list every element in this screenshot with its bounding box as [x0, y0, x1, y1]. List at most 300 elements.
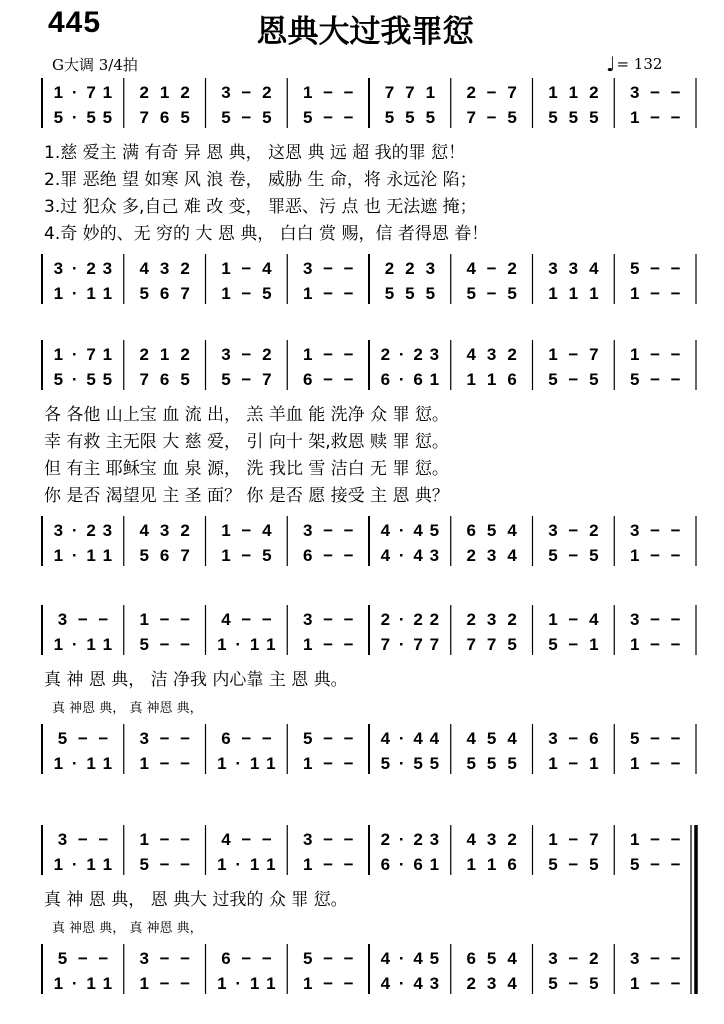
upper-melody-note: 2 — [507, 830, 517, 849]
lower-tenor-note: 2 — [589, 521, 599, 540]
lower-tenor-note: 3 — [102, 521, 113, 540]
lower-tenor-note: − — [77, 729, 88, 748]
lower-tenor-note: 3 — [159, 521, 170, 540]
upper-alto-note: · — [71, 108, 78, 127]
upper-alto-note: − — [180, 635, 191, 654]
lower-bass-note: 5 — [139, 546, 149, 565]
key-signature: G大调 3/4拍 — [52, 56, 138, 74]
upper-alto-note: 1 — [429, 855, 440, 874]
lower-bass-note: 3 — [429, 974, 440, 993]
lower-tenor-note: − — [261, 949, 272, 968]
lower-bass-note: 5 — [466, 754, 476, 773]
sub-lyric-line: 真 神恩 典， 真 神恩 典， — [52, 701, 203, 716]
sub-lyric-line: 真 神恩 典， 真 神恩 典， — [52, 921, 203, 936]
upper-alto-note: − — [650, 635, 661, 654]
lower-bass-note: − — [159, 974, 170, 993]
lower-bass-note: 1 — [102, 284, 113, 303]
lower-tenor-note: 2 — [507, 259, 517, 278]
lower-tenor-note: 3 — [629, 521, 640, 540]
lower-tenor-note: − — [323, 259, 334, 278]
upper-alto-note: 1 — [486, 855, 497, 874]
lower-bass-note: 5 — [262, 546, 272, 565]
upper-alto-note: 5 — [589, 855, 599, 874]
upper-alto-note: 1 — [53, 855, 64, 874]
upper-alto-note: 1 — [86, 855, 96, 874]
upper-melody-note: 2 — [507, 610, 517, 629]
lower-bass-note: − — [670, 754, 681, 773]
upper-alto-note: − — [323, 370, 334, 389]
lower-tenor-note: · — [398, 949, 405, 968]
upper-melody-note: 2 — [180, 83, 190, 102]
lyric-line: 幸 有救 主无限 大 慈 爱， 引 向十 架,救恩 赎 罪 愆。 — [44, 432, 449, 452]
upper-alto-note: 5 — [589, 108, 599, 127]
lower-bass-note: − — [486, 284, 497, 303]
upper-alto-note: · — [71, 855, 78, 874]
lower-tenor-note: − — [77, 949, 88, 968]
upper-melody-note: − — [650, 610, 661, 629]
lower-tenor-note: 2 — [86, 259, 96, 278]
upper-melody-note: 1 — [159, 83, 170, 102]
lower-bass-note: 1 — [266, 974, 276, 993]
upper-melody-note: 4 — [466, 345, 476, 364]
lower-bass-note: 1 — [629, 284, 640, 303]
upper-melody-note: 2 — [380, 830, 391, 849]
lower-bass-note: · — [71, 284, 78, 303]
lower-tenor-note: − — [323, 521, 334, 540]
upper-alto-note: · — [235, 635, 242, 654]
lower-tenor-note: 4 — [262, 259, 272, 278]
lower-tenor-note: 5 — [486, 729, 497, 748]
upper-alto-note: − — [180, 855, 191, 874]
lyric-line: 真 神 恩 典， 洁 净我 内心靠 主 恩 典。 — [44, 670, 348, 690]
upper-melody-note: 2 — [507, 345, 517, 364]
lower-tenor-note: 5 — [429, 521, 440, 540]
upper-alto-note: 7 — [413, 635, 423, 654]
lower-bass-note: − — [568, 974, 579, 993]
lower-bass-note: 1 — [86, 974, 96, 993]
lower-bass-note: 1 — [53, 754, 64, 773]
lower-tenor-note: 1 — [221, 521, 231, 540]
lower-tenor-note: 5 — [629, 259, 640, 278]
lower-bass-note: 7 — [180, 284, 190, 303]
lower-bass-note: 1 — [221, 546, 231, 565]
upper-melody-note: 3 — [486, 345, 497, 364]
lower-tenor-note: 6 — [589, 729, 599, 748]
upper-melody-note: 1 — [53, 83, 64, 102]
lower-bass-note: 1 — [86, 754, 96, 773]
lower-tenor-note: − — [670, 259, 681, 278]
lower-tenor-note: − — [670, 521, 681, 540]
lower-bass-note: 5 — [507, 284, 517, 303]
upper-alto-note: 5 — [629, 855, 640, 874]
lower-tenor-note: 3 — [53, 259, 64, 278]
lower-tenor-note: 4 — [380, 521, 391, 540]
lower-tenor-note: − — [261, 729, 272, 748]
lower-bass-note: · — [71, 546, 78, 565]
lower-bass-note: 3 — [429, 546, 440, 565]
upper-melody-note: − — [261, 830, 272, 849]
upper-melody-note: 2 — [413, 610, 423, 629]
lower-tenor-note: 4 — [589, 259, 599, 278]
upper-alto-note: 7 — [486, 635, 497, 654]
lower-bass-note: 1 — [217, 974, 227, 993]
lower-tenor-note: − — [568, 729, 579, 748]
upper-alto-note: 5 — [507, 108, 517, 127]
upper-alto-note: − — [323, 108, 334, 127]
lower-tenor-note: − — [159, 949, 170, 968]
upper-alto-note: 1 — [266, 635, 276, 654]
lower-bass-note: − — [670, 974, 681, 993]
upper-melody-note: 4 — [221, 830, 231, 849]
lower-tenor-note: − — [568, 521, 579, 540]
upper-melody-note: 3 — [221, 83, 231, 102]
upper-melody-note: − — [568, 830, 579, 849]
upper-melody-note: 2 — [139, 83, 149, 102]
upper-melody-note: 2 — [139, 345, 149, 364]
upper-alto-note: · — [235, 855, 242, 874]
lower-tenor-note: − — [98, 949, 109, 968]
lower-tenor-note: 5 — [57, 729, 68, 748]
upper-melody-note: · — [71, 83, 78, 102]
lower-tenor-note: − — [343, 521, 354, 540]
lower-bass-note: 4 — [380, 546, 391, 565]
lower-bass-note: 1 — [629, 754, 640, 773]
lower-tenor-note: 5 — [302, 949, 313, 968]
upper-melody-note: 3 — [486, 830, 497, 849]
upper-alto-note: 5 — [548, 635, 558, 654]
lower-bass-note: − — [650, 974, 661, 993]
upper-melody-note: 2 — [413, 830, 423, 849]
lower-tenor-note: − — [670, 949, 681, 968]
lower-bass-note: 3 — [486, 974, 497, 993]
lower-tenor-note: 3 — [139, 729, 149, 748]
lower-tenor-note: 5 — [57, 949, 68, 968]
upper-melody-note: − — [98, 830, 109, 849]
upper-melody-note: − — [159, 830, 170, 849]
lower-tenor-note: 3 — [302, 521, 313, 540]
lower-bass-note: 1 — [86, 284, 96, 303]
lower-bass-note: 4 — [507, 974, 517, 993]
lower-bass-note: 1 — [589, 754, 599, 773]
upper-alto-note: 5 — [53, 370, 64, 389]
upper-melody-note: − — [241, 83, 252, 102]
upper-alto-note: 5 — [548, 855, 558, 874]
lower-bass-note: 1 — [139, 974, 149, 993]
upper-melody-note: 1 — [139, 610, 149, 629]
upper-alto-note: − — [241, 108, 252, 127]
upper-alto-note: 5 — [384, 108, 395, 127]
upper-melody-note: − — [486, 83, 497, 102]
upper-alto-note: − — [343, 855, 354, 874]
lower-tenor-note: 4 — [466, 729, 476, 748]
upper-melody-note: 3 — [221, 345, 231, 364]
lower-tenor-note: · — [398, 521, 405, 540]
upper-melody-note: 2 — [380, 345, 391, 364]
upper-melody-note: 7 — [405, 83, 415, 102]
lower-bass-note: − — [670, 546, 681, 565]
lower-bass-note: − — [323, 754, 334, 773]
lower-tenor-note: 3 — [548, 259, 558, 278]
lower-bass-note: − — [568, 546, 579, 565]
upper-alto-note: 6 — [380, 370, 391, 389]
lyric-line: 1.慈 爱主 满 有奇 异 恩 典， 这恩 典 远 超 我的罪 愆！ — [44, 143, 466, 163]
lower-tenor-note: 2 — [589, 949, 599, 968]
upper-melody-note: 3 — [486, 610, 497, 629]
upper-melody-note: 1 — [102, 345, 113, 364]
lower-bass-note: 1 — [102, 974, 113, 993]
upper-melody-note: − — [650, 345, 661, 364]
upper-melody-note: − — [77, 830, 88, 849]
lower-tenor-note: 3 — [302, 259, 313, 278]
upper-alto-note: 6 — [159, 370, 170, 389]
upper-alto-note: 6 — [159, 108, 170, 127]
upper-melody-note: 1 — [139, 830, 149, 849]
upper-alto-note: 5 — [507, 635, 517, 654]
lower-bass-note: − — [180, 974, 191, 993]
upper-alto-note: 6 — [302, 370, 313, 389]
hymn-number: 445 — [48, 6, 102, 39]
lower-tenor-note: 5 — [302, 729, 313, 748]
lower-bass-note: − — [159, 754, 170, 773]
upper-melody-note: − — [670, 345, 681, 364]
upper-alto-note: 5 — [262, 108, 272, 127]
upper-melody-note: 7 — [86, 345, 96, 364]
upper-melody-note: − — [343, 610, 354, 629]
lower-bass-note: − — [343, 754, 354, 773]
upper-alto-note: 5 — [221, 370, 231, 389]
lower-bass-note: 5 — [548, 974, 558, 993]
upper-alto-note: − — [343, 370, 354, 389]
upper-alto-note: − — [650, 108, 661, 127]
lower-bass-note: − — [650, 546, 661, 565]
upper-melody-note: − — [343, 345, 354, 364]
lower-bass-note: 5 — [589, 974, 599, 993]
lower-bass-note: 1 — [221, 284, 231, 303]
upper-alto-note: · — [398, 635, 405, 654]
upper-alto-note: 6 — [507, 855, 517, 874]
lower-bass-note: 4 — [413, 546, 423, 565]
lower-tenor-note: 4 — [507, 949, 517, 968]
lower-bass-note: 5 — [384, 284, 395, 303]
upper-alto-note: · — [398, 370, 405, 389]
lower-tenor-note: 4 — [413, 521, 423, 540]
upper-melody-note: − — [77, 610, 88, 629]
lower-tenor-note: 3 — [159, 259, 170, 278]
lyric-line: 各 各他 山上宝 血 流 出， 羔 羊血 能 洗净 众 罪 愆。 — [44, 405, 449, 425]
upper-melody-note: − — [650, 830, 661, 849]
upper-melody-note: − — [343, 830, 354, 849]
lower-bass-note: 1 — [139, 754, 149, 773]
upper-alto-note: − — [323, 855, 334, 874]
lower-bass-note: 1 — [629, 546, 640, 565]
upper-melody-note: − — [180, 610, 191, 629]
upper-alto-note: − — [568, 635, 579, 654]
upper-alto-note: − — [241, 370, 252, 389]
lower-tenor-note: − — [323, 949, 334, 968]
upper-alto-note: 5 — [548, 108, 558, 127]
lower-tenor-note: 4 — [429, 729, 440, 748]
upper-alto-note: − — [343, 635, 354, 654]
upper-alto-note: 5 — [629, 370, 640, 389]
upper-melody-note: − — [159, 610, 170, 629]
upper-melody-note: 2 — [262, 83, 272, 102]
upper-melody-note: − — [568, 610, 579, 629]
lower-bass-note: 1 — [548, 284, 558, 303]
lower-tenor-note: 2 — [180, 521, 190, 540]
upper-alto-note: − — [670, 635, 681, 654]
upper-melody-note: − — [261, 610, 272, 629]
upper-alto-note: 7 — [380, 635, 391, 654]
quarter-note-icon: ♩ — [606, 52, 616, 76]
lower-bass-note: 5 — [380, 754, 391, 773]
upper-melody-note: − — [98, 610, 109, 629]
lower-tenor-note: 3 — [548, 949, 558, 968]
upper-alto-note: 1 — [466, 855, 476, 874]
lower-tenor-note: 1 — [221, 259, 231, 278]
upper-alto-note: 5 — [302, 108, 313, 127]
lower-bass-note: 7 — [180, 546, 190, 565]
upper-alto-note: − — [486, 108, 497, 127]
upper-alto-note: 1 — [266, 855, 276, 874]
lower-bass-note: · — [71, 974, 78, 993]
upper-melody-note: 1 — [629, 345, 640, 364]
lower-bass-note: − — [323, 546, 334, 565]
lower-tenor-note: − — [486, 259, 497, 278]
lower-bass-note: 5 — [466, 284, 476, 303]
upper-melody-note: 3 — [629, 83, 640, 102]
lower-tenor-note: 5 — [486, 949, 497, 968]
lower-tenor-note: 2 — [405, 259, 415, 278]
lower-bass-note: 1 — [249, 974, 260, 993]
lower-tenor-note: 4 — [139, 259, 149, 278]
lower-bass-note: 3 — [486, 546, 497, 565]
upper-alto-note: 7 — [466, 108, 476, 127]
lower-tenor-note: 4 — [139, 521, 149, 540]
upper-melody-note: 7 — [589, 345, 599, 364]
upper-alto-note: · — [71, 635, 78, 654]
upper-melody-note: − — [323, 830, 334, 849]
upper-melody-note: − — [323, 610, 334, 629]
lower-tenor-note: − — [650, 949, 661, 968]
lower-bass-note: · — [398, 546, 405, 565]
lower-bass-note: 1 — [589, 284, 599, 303]
lower-tenor-note: − — [98, 729, 109, 748]
lower-bass-note: 4 — [507, 546, 517, 565]
lower-tenor-note: − — [241, 949, 252, 968]
lower-tenor-note: 3 — [629, 949, 640, 968]
upper-alto-note: 1 — [217, 635, 227, 654]
upper-melody-note: 1 — [568, 83, 579, 102]
upper-alto-note: 1 — [53, 635, 64, 654]
upper-alto-note: 5 — [139, 855, 149, 874]
lower-tenor-note: 5 — [486, 521, 497, 540]
upper-alto-note: − — [343, 108, 354, 127]
lower-tenor-note: 6 — [221, 949, 231, 968]
upper-alto-note: 1 — [629, 108, 640, 127]
lower-tenor-note: − — [650, 729, 661, 748]
upper-alto-note: − — [650, 855, 661, 874]
tempo-value: = 132 — [616, 55, 663, 73]
lower-bass-note: 6 — [159, 284, 170, 303]
upper-melody-note: 3 — [57, 610, 68, 629]
upper-alto-note: 7 — [429, 635, 440, 654]
upper-melody-note: 2 — [180, 345, 190, 364]
upper-melody-note: 2 — [466, 610, 476, 629]
lyric-line: 但 有主 耶稣宝 血 泉 源， 洗 我比 雪 洁白 无 罪 愆。 — [44, 459, 449, 479]
lower-bass-note: · — [71, 754, 78, 773]
lyric-line: 4.奇 妙的、无 穷的 大 恩 典， 白白 赏 赐，信 者得恩 眷！ — [44, 224, 489, 244]
upper-alto-note: 1 — [486, 370, 497, 389]
lower-tenor-note: − — [241, 729, 252, 748]
lower-bass-note: 1 — [53, 546, 64, 565]
lower-bass-note: 5 — [413, 754, 423, 773]
upper-alto-note: · — [71, 370, 78, 389]
lower-bass-note: − — [323, 974, 334, 993]
upper-melody-note: − — [670, 610, 681, 629]
lower-tenor-note: 2 — [180, 259, 190, 278]
upper-melody-note: 3 — [429, 345, 440, 364]
lower-bass-note: 5 — [486, 754, 497, 773]
upper-melody-note: · — [398, 345, 405, 364]
lower-bass-note: − — [343, 546, 354, 565]
upper-alto-note: 1 — [429, 370, 440, 389]
upper-alto-note: 6 — [380, 855, 391, 874]
upper-melody-note: 7 — [384, 83, 395, 102]
lower-tenor-note: 3 — [53, 521, 64, 540]
upper-melody-note: 1 — [548, 83, 558, 102]
lower-bass-note: 5 — [548, 546, 558, 565]
lower-bass-note: 1 — [53, 974, 64, 993]
lower-bass-note: 1 — [217, 754, 227, 773]
lower-tenor-note: 3 — [548, 729, 558, 748]
upper-alto-note: − — [568, 855, 579, 874]
lower-tenor-note: − — [180, 949, 191, 968]
lower-tenor-note: − — [650, 521, 661, 540]
upper-melody-note: · — [398, 610, 405, 629]
upper-alto-note: 5 — [102, 370, 113, 389]
upper-alto-note: 1 — [217, 855, 227, 874]
upper-alto-note: 5 — [180, 370, 190, 389]
upper-alto-note: 1 — [629, 635, 640, 654]
upper-melody-note: − — [650, 83, 661, 102]
upper-alto-note: 5 — [425, 108, 436, 127]
upper-melody-note: − — [241, 830, 252, 849]
lower-bass-note: 5 — [429, 754, 440, 773]
lower-bass-note: 1 — [302, 754, 313, 773]
upper-alto-note: 1 — [589, 635, 599, 654]
upper-melody-note: 4 — [589, 610, 599, 629]
upper-alto-note: 5 — [180, 108, 190, 127]
lower-bass-note: 1 — [102, 546, 113, 565]
upper-melody-note: 7 — [589, 830, 599, 849]
lower-tenor-note: 6 — [466, 949, 476, 968]
lower-tenor-note: 5 — [629, 729, 640, 748]
lower-tenor-note: 2 — [86, 521, 96, 540]
upper-alto-note: 1 — [302, 635, 313, 654]
lower-tenor-note: − — [650, 259, 661, 278]
lower-tenor-note: 3 — [548, 521, 558, 540]
lower-bass-note: 1 — [629, 974, 640, 993]
upper-alto-note: 6 — [413, 855, 423, 874]
lower-bass-note: 6 — [302, 546, 313, 565]
upper-melody-note: 1 — [548, 610, 558, 629]
hymn-title: 恩典大过我罪愆 — [256, 14, 474, 50]
lower-tenor-note: − — [323, 729, 334, 748]
lower-bass-note: 1 — [302, 974, 313, 993]
upper-melody-note: 3 — [629, 610, 640, 629]
lyric-line: 3.过 犯众 多,自己 难 改 变， 罪恶、污 点 也 无法遮 掩； — [44, 197, 477, 217]
upper-melody-note: 3 — [302, 830, 313, 849]
